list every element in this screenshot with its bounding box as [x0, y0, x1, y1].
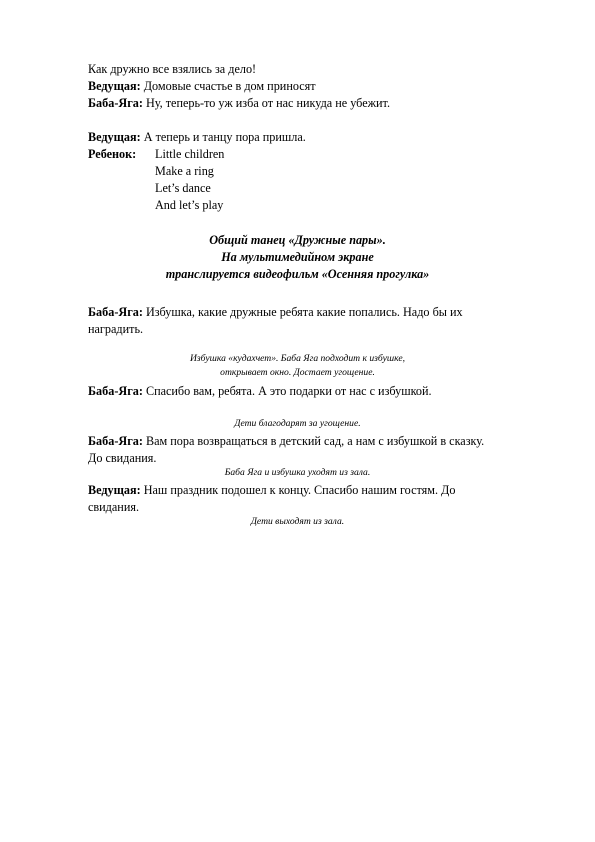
speaker-name: Ведущая: — [88, 483, 141, 497]
stage-direction: Дети выходят из зала. — [250, 516, 345, 527]
text-line — [88, 62, 256, 76]
stage-direction: Баба Яга и избушка уходят из зала. — [224, 467, 371, 478]
dance-heading-line: транслируется видеофильм «Осенняя прогулка» — [165, 267, 430, 281]
stage-direction: Дети благодарят за угощение. — [234, 418, 361, 429]
line-text: Домовые счастье в дом приносят — [140, 79, 316, 93]
dialogue-line — [88, 96, 390, 110]
line-text: А теперь и танцу пора пришла. — [140, 130, 306, 144]
line-text: Спасибо вам, ребята. А это подарки от нас с избушкой. — [142, 384, 432, 398]
line-text: Вам пора возвращаться в детский сад, а нам с избушкой в сказку. — [142, 434, 485, 448]
speaker-name: Баба-Яга: — [88, 434, 143, 448]
dialogue-line — [88, 130, 306, 144]
speaker-name: Баба-Яга: — [88, 96, 143, 110]
dance-heading-line: На мультимедийном экране — [221, 250, 374, 264]
line-text: Наш праздник подошел к концу. Спасибо нашим гостям. До — [140, 483, 456, 497]
song-line: Little children — [155, 147, 225, 161]
song-line: Let’s dance — [155, 181, 211, 195]
line-text: Ну, теперь-то уж изба от нас никуда не убежит. — [142, 96, 391, 110]
stage-direction: Избушка «кудахчет». Баба Яга подходит к избушке, — [189, 353, 406, 364]
dialogue-line — [88, 384, 432, 398]
line-text: Как дружно все взялись за дело! — [88, 62, 257, 76]
text-line: свидания. — [88, 500, 139, 514]
speaker-name: Ведущая: — [88, 130, 141, 144]
speaker-name: Ведущая: — [88, 79, 141, 93]
speaker-name: Ребенок: — [88, 147, 137, 161]
dialogue-line — [88, 79, 316, 93]
song-line: Make a ring — [155, 164, 214, 178]
stage-direction: открывает окно. Достает угощение. — [220, 367, 375, 378]
text-line: До свидания. — [88, 451, 157, 465]
speaker-name: Баба-Яга: — [88, 305, 143, 319]
dialogue-line — [88, 483, 455, 497]
dance-heading-line: Общий танец «Дружные пары». — [209, 233, 386, 247]
speaker-name: Баба-Яга: — [88, 384, 143, 398]
dialogue-line — [88, 305, 463, 319]
dialogue-line — [88, 434, 484, 448]
text-line: наградить. — [88, 322, 144, 336]
line-text: Избушка, какие дружные ребята какие попались. Надо бы их — [142, 305, 463, 319]
song-line: And let’s play — [155, 198, 224, 212]
